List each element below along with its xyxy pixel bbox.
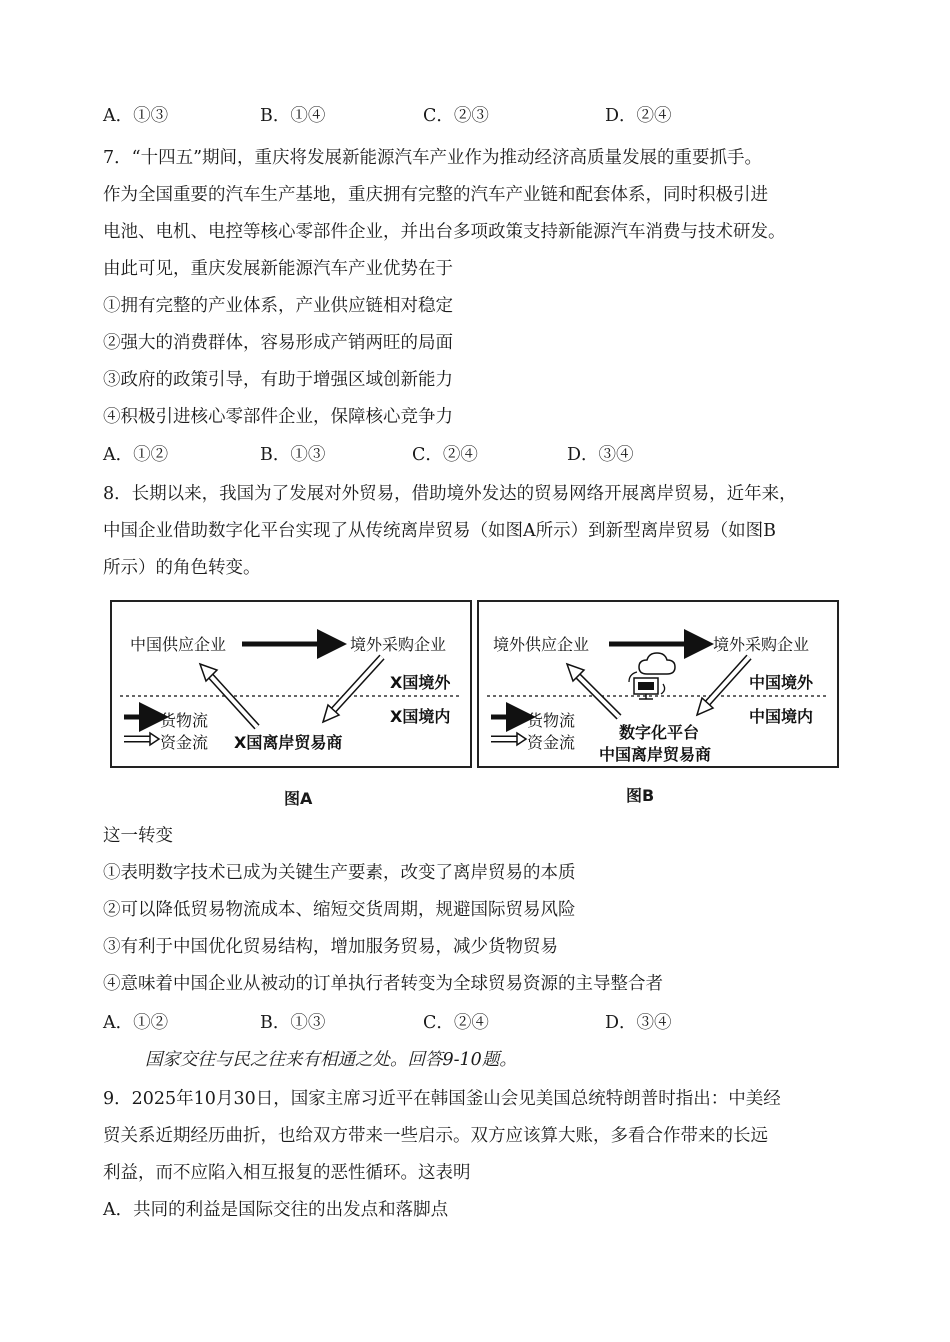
q6-option-a: A．①③	[103, 106, 169, 126]
fig-b-inside: 中国境内	[749, 707, 814, 726]
q8-options	[103, 1011, 803, 1035]
q7-item-3: ③政府的政策引导，有助于增强区域创新能力	[103, 370, 453, 390]
q8-item-1: ①表明数字技术已成为关键生产要素，改变了离岸贸易的本质	[103, 863, 576, 883]
q8-stem-line-1: 8．长期以来，我国为了发展对外贸易，借助境外发达的贸易网络开展离岸贸易，近年来，	[103, 484, 797, 504]
figure-a	[110, 600, 472, 768]
q7-item-2: ②强大的消费群体，容易形成产销两旺的局面	[103, 333, 453, 353]
legend-funds-arrow-a	[124, 733, 159, 745]
fig-b-legend-funds: 资金流	[527, 733, 576, 752]
q8-stem-line-3: 所示）的角色转变。	[103, 558, 261, 578]
figure-b	[477, 600, 839, 768]
fig-a-legend-funds: 资金流	[160, 733, 209, 752]
q7-option-b: B．①③	[260, 445, 326, 465]
funds-arrow-to-trader	[323, 657, 382, 722]
q7-option-d: D．③④	[567, 445, 634, 465]
q8-option-b: B．①③	[260, 1013, 326, 1033]
funds-arrow-to-platform	[697, 657, 749, 715]
q8-stem-line-2: 中国企业借助数字化平台实现了从传统离岸贸易（如图A所示）到新型离岸贸易（如图B	[103, 521, 776, 541]
q8-item-2: ②可以降低贸易物流成本、缩短交货周期，规避国际贸易风险	[103, 900, 576, 920]
q7-item-4: ④积极引进核心零部件企业，保障核心竞争力	[103, 407, 453, 427]
fig-a-supplier: 中国供应企业	[130, 635, 227, 654]
q8-option-a: A．①②	[103, 1013, 169, 1033]
fig-a-legend-goods: 货物流	[160, 711, 209, 730]
figure-a-caption: 图A	[284, 789, 313, 808]
section-intro: 国家交往与民之往来有相通之处。回答9-10题。	[145, 1050, 517, 1070]
cloud-computer-icon	[629, 653, 675, 699]
q7-options	[103, 443, 803, 467]
fig-a-inside: X国境内	[390, 707, 451, 726]
q9-option-a: A．共同的利益是国际交往的出发点和落脚点	[103, 1200, 449, 1220]
q7-stem-line-4: 由此可见，重庆发展新能源汽车产业优势在于	[103, 259, 453, 279]
q6-option-b: B．①④	[260, 106, 326, 126]
fig-b-platform: 数字化平台	[619, 723, 700, 742]
q6-options	[103, 104, 803, 128]
fig-b-legend-goods: 货物流	[527, 711, 576, 730]
q7-stem-line-1: 7．“十四五”期间，重庆将发展新能源汽车产业作为推动经济高质量发展的重要抓手。	[103, 148, 763, 168]
q8-option-d: D．③④	[605, 1013, 672, 1033]
fig-b-outside: 中国境外	[749, 673, 814, 692]
q8-option-c: C．②④	[423, 1013, 489, 1033]
q7-option-a: A．①②	[103, 445, 169, 465]
q7-stem-line-2: 作为全国重要的汽车生产基地，重庆拥有完整的汽车产业链和配套体系，同时积极引进	[103, 185, 768, 205]
fig-a-outside: X国境外	[390, 673, 451, 692]
q9-stem-line-1: 9．2025年10月30日，国家主席习近平在韩国釜山会见美国总统特朗普时指出：中美经	[103, 1089, 781, 1109]
q7-item-1: ①拥有完整的产业体系，产业供应链相对稳定	[103, 296, 453, 316]
q7-stem-line-3: 电池、电机、电控等核心零部件企业，并出台多项政策支持新能源汽车消费与技术研发。	[103, 222, 786, 242]
q6-option-d: D．②④	[605, 106, 672, 126]
q6-option-c: C．②③	[423, 106, 489, 126]
fig-a-trader: X国离岸贸易商	[234, 733, 343, 752]
q8-item-3: ③有利于中国优化贸易结构，增加服务贸易，减少货物贸易	[103, 937, 558, 957]
legend-funds-arrow-b	[491, 733, 526, 745]
fig-b-trader: 中国离岸贸易商	[599, 745, 712, 764]
q7-option-c: C．②④	[412, 445, 478, 465]
q9-stem-line-3: 利益，而不应陷入相互报复的恶性循环。这表明	[103, 1163, 471, 1183]
q9-stem-line-2: 贸关系近期经历曲折，也给双方带来一些启示。双方应该算大账，多看合作带来的长远	[103, 1126, 768, 1146]
q8-lead: 这一转变	[103, 826, 173, 846]
fig-b-supplier: 境外供应企业	[493, 635, 590, 654]
figure-b-caption: 图B	[626, 786, 655, 805]
q8-item-4: ④意味着中国企业从被动的订单执行者转变为全球贸易资源的主导整合者	[103, 974, 663, 994]
fig-b-buyer: 境外采购企业	[713, 635, 810, 654]
fig-a-buyer: 境外采购企业	[350, 635, 447, 654]
